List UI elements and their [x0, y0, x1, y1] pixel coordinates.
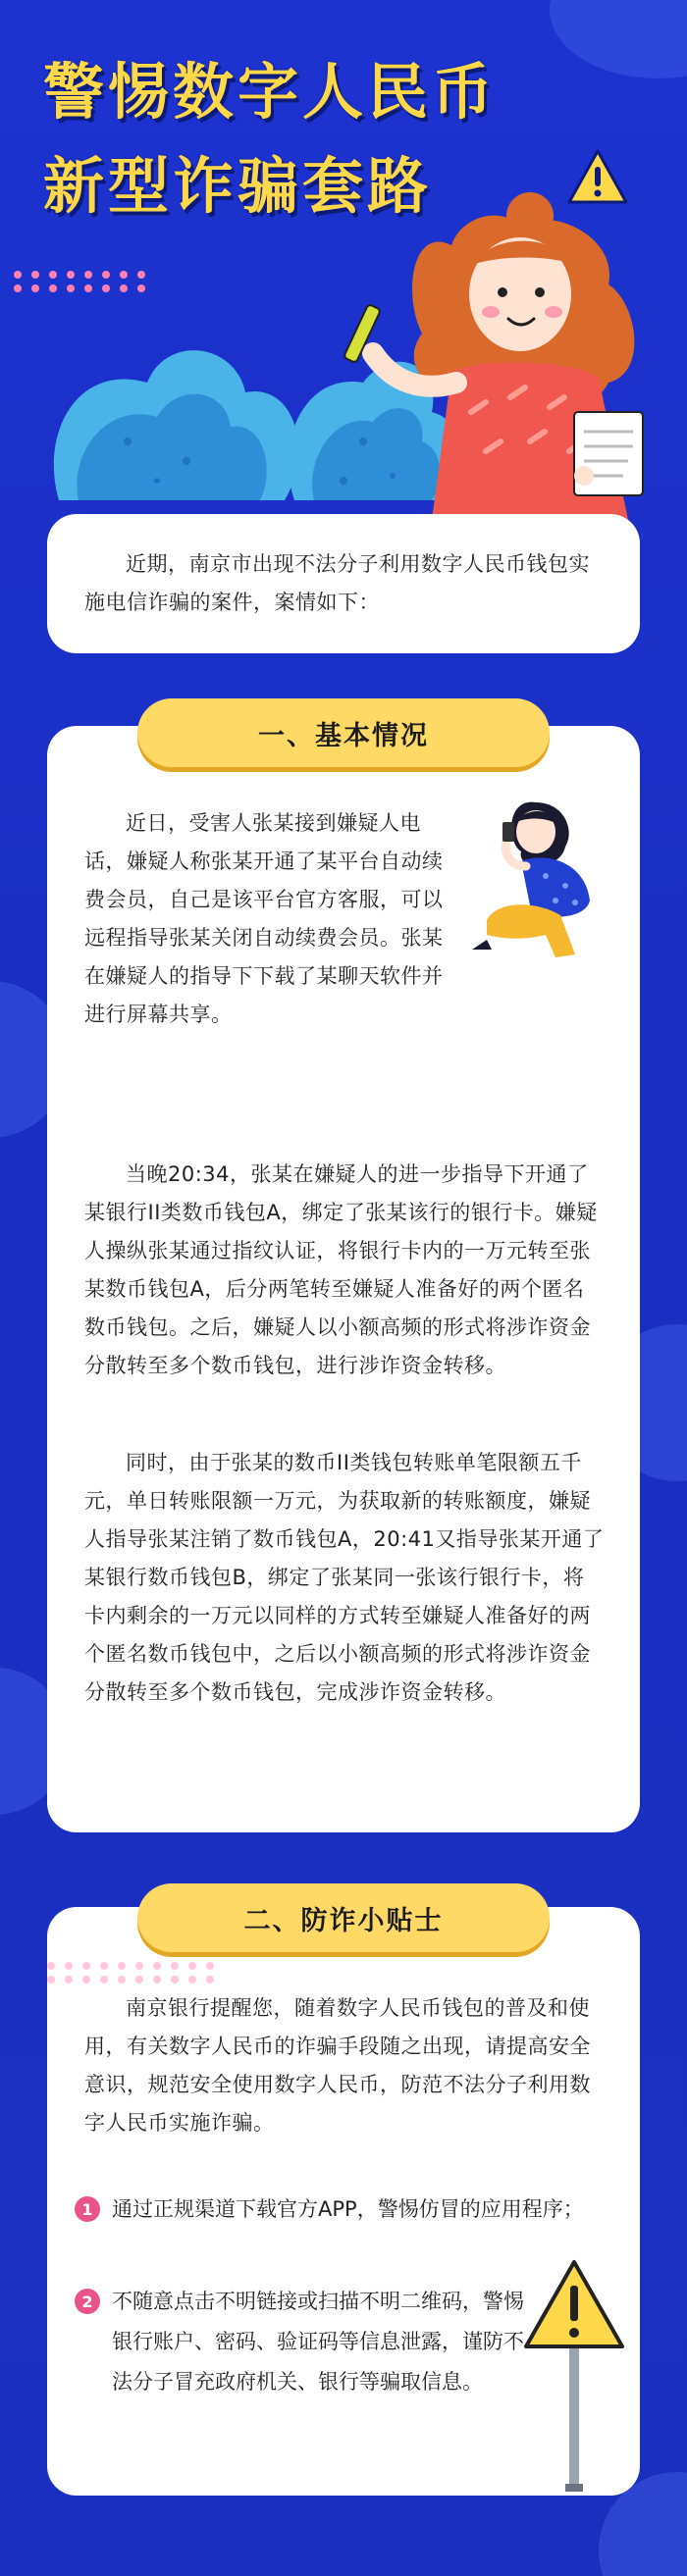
page-title-line2: 新型诈骗套路: [43, 150, 433, 222]
section1-paragraph-1: 近日，受害人张某接到嫌疑人电话，嫌疑人称张某开通了某平台自动续费会员，自己是该平台官方客服，可以远程指导张某关闭自动续费会员。张某在嫌疑人的指导下下载了某聊天软件并进行屏幕共享。: [84, 811, 444, 1026]
section2-heading: 二、防诈小贴士: [137, 1883, 550, 1952]
header-illustration: [39, 186, 667, 520]
decor-dots: [47, 1962, 218, 1984]
bg-blob: [550, 0, 687, 78]
girl-phone-illustration: [467, 793, 605, 959]
tip-item-2: [75, 2282, 546, 2402]
tip-item-1: [75, 2190, 605, 2230]
section-basic-card: [47, 726, 640, 1832]
tip-number-badge: 1: [75, 2196, 100, 2222]
section1-heading: 一、基本情况: [137, 698, 550, 767]
section1-paragraph-3: 同时，由于张某的数币II类钱包转账单笔限额五千元，单日转账限额一万元，为获取新的转账额度，嫌疑人指导张某注销了数币钱包A，20:41又指导张某开通了某银行数币钱包B，绑定了张某同一张该行银行卡，将卡内剩余的一万元以同样的方式转至嫌疑人准备好的两个匿名数币钱包中，之后以小额高频的形式将涉诈资金分散转至多个数币钱包，完成涉诈资金转移。: [84, 1451, 605, 1704]
section1-paragraph-1a: [84, 804, 605, 1034]
warning-road-sign-icon: [520, 2256, 628, 2492]
section1-paragraph-2: 当晚20:34，张某在嫌疑人的进一步指导下开通了某银行II类数币钱包A，绑定了张某该行的银行卡。嫌疑人操纵张某通过指纹认证，将银行卡内的一万元转至张某数币钱包A，后分两笔转至嫌疑人准备好的两个匿名数币钱包。之后，嫌疑人以小额高频的形式将涉诈资金分散转至多个数币钱包，进行涉诈资金转移。: [84, 1162, 598, 1377]
tip-text: 不随意点击不明链接或扫描不明二维码，警惕银行账户、密码、验证码等信息泄露，谨防不法分子冒充政府机关、银行等骗取信息。: [112, 2290, 524, 2394]
intro-text: 近期，南京市出现不法分子利用数字人民币钱包实施电信诈骗的案件，案情如下：: [84, 552, 590, 614]
section2-paragraph: 南京银行提醒您，随着数字人民币钱包的普及和使用，有关数字人民币的诈骗手段随之出现，请提高安全意识，规范安全使用数字人民币，防范不法分子利用数字人民币实施诈骗。: [84, 1996, 591, 2135]
tip-text: 通过正规渠道下载官方APP，警惕仿冒的应用程序；: [112, 2197, 584, 2221]
tip-number-badge: 2: [75, 2289, 100, 2314]
page-title-line1: 警惕数字人民币: [43, 56, 498, 128]
intro-card: [47, 514, 640, 653]
